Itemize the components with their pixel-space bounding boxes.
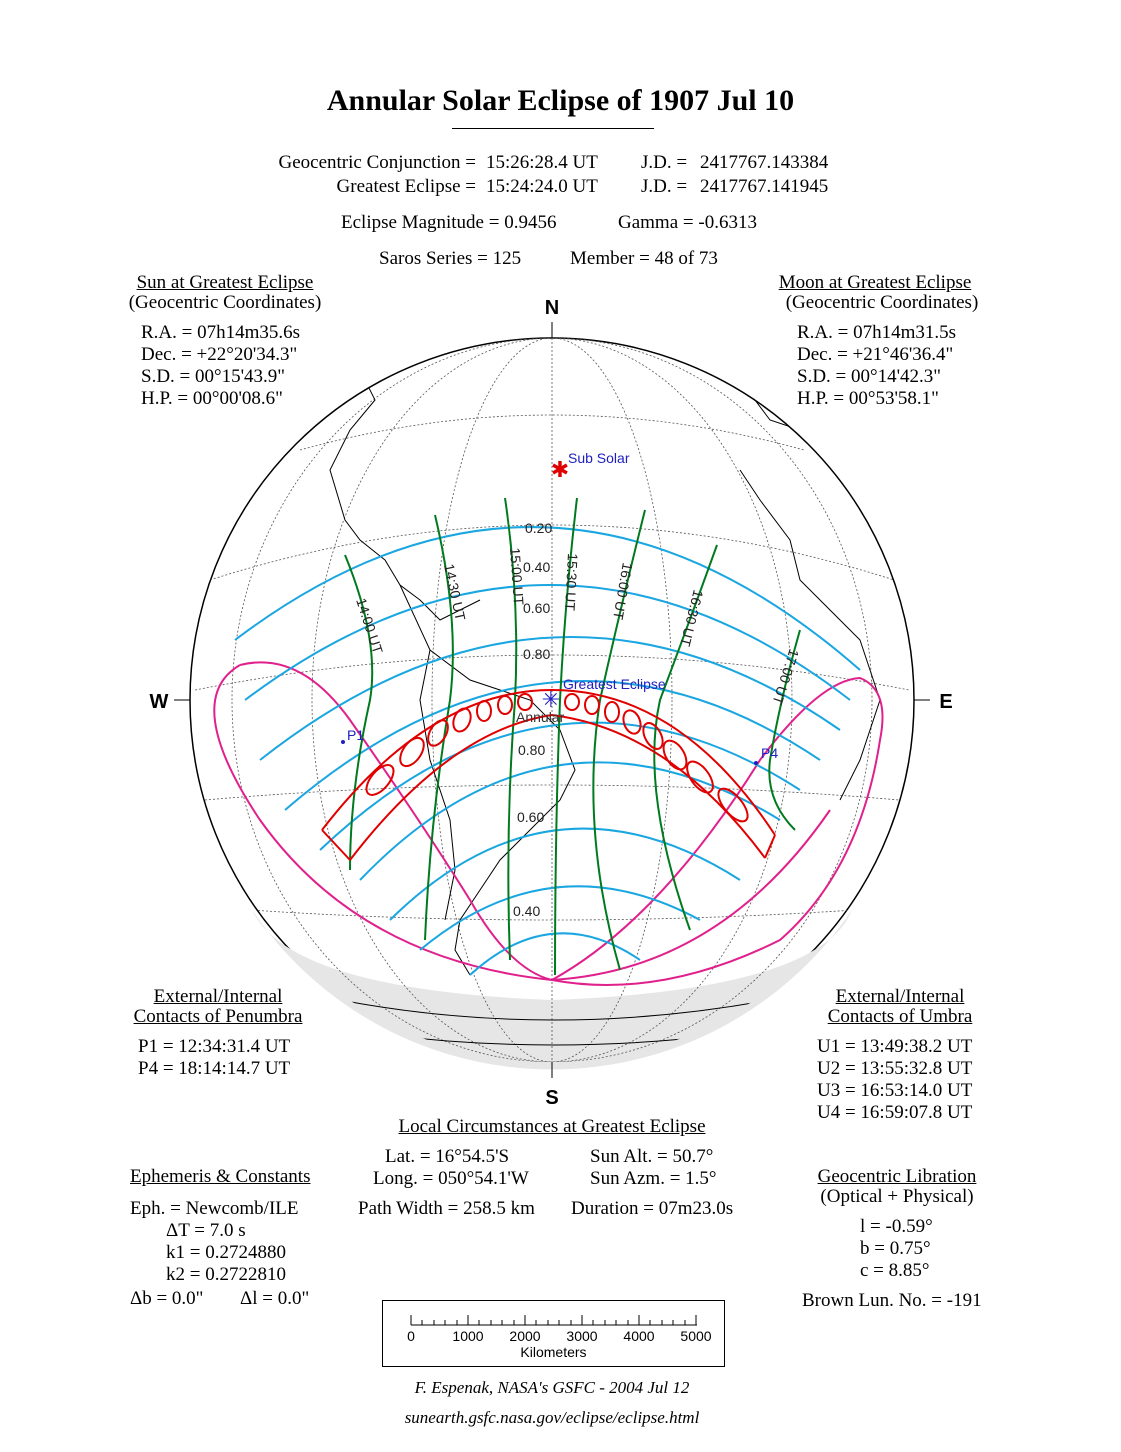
- moon-sd: S.D. = 00°14'42.3": [797, 366, 942, 387]
- umbra-u4: U4 = 16:59:07.8 UT: [817, 1102, 973, 1123]
- p4-marker: [754, 761, 758, 765]
- ephemeris-delta-l: Δl = 0.0": [240, 1288, 310, 1309]
- time-label: 17:00 UT: [769, 647, 803, 707]
- gamma: Gamma = -0.6313: [618, 212, 757, 233]
- p4-label: P4: [761, 745, 779, 761]
- scale-label: 4000: [623, 1328, 655, 1344]
- annular-label: Annular: [516, 709, 565, 725]
- greatest-jd: 2417767.141945: [700, 176, 829, 197]
- time-label: 16:00 UT: [610, 561, 636, 621]
- magnitude-label: 0.60: [523, 600, 551, 616]
- local-duration: Duration = 07m23.0s: [571, 1198, 734, 1219]
- sun-ra: R.A. = 07h14m35.6s: [141, 322, 301, 343]
- conjunction-time: 15:26:28.4 UT: [486, 152, 598, 173]
- time-label: 15:00 UT: [507, 547, 527, 606]
- ephemeris-delta-b: Δb = 0.0": [130, 1288, 204, 1309]
- sun-subheading: (Geocentric Coordinates): [128, 292, 322, 313]
- scale-label: 0: [407, 1328, 415, 1344]
- conjunction-label: Geocentric Conjunction =: [278, 152, 476, 173]
- ephemeris-k2: k2 = 0.2722810: [166, 1264, 286, 1285]
- moon-heading: Moon at Greatest Eclipse: [778, 272, 972, 293]
- local-sun-azm: Sun Azm. = 1.5°: [590, 1168, 717, 1189]
- conjunction-jd-label: J.D. =: [641, 152, 688, 173]
- penumbra-heading-1: External/Internal: [153, 986, 283, 1007]
- libration-l: l = -0.59°: [860, 1216, 933, 1237]
- eclipse-magnitude: Eclipse Magnitude = 0.9456: [341, 212, 557, 233]
- time-label: 14:00 UT: [353, 595, 387, 656]
- moon-dec: Dec. = +21°46'36.4": [797, 344, 954, 365]
- local-long: Long. = 050°54.1'W: [373, 1168, 529, 1189]
- sun-sd: S.D. = 00°15'43.9": [141, 366, 286, 387]
- ephemeris-eph: Eph. = Newcomb/ILE: [130, 1198, 299, 1219]
- local-lat: Lat. = 16°54.5'S: [385, 1146, 510, 1167]
- umbra-u2: U2 = 13:55:32.8 UT: [817, 1058, 973, 1079]
- umbra-heading-1: External/Internal: [835, 986, 965, 1007]
- magnitude-label: 0.40: [513, 903, 541, 919]
- south-label: S: [545, 1087, 559, 1109]
- magnitude-label: 0.60: [517, 809, 545, 825]
- magnitude-label: 0.20: [525, 520, 553, 536]
- greatest-jd-label: J.D. =: [641, 176, 688, 197]
- libration-b: b = 0.75°: [860, 1238, 931, 1259]
- page-title: Annular Solar Eclipse of 1907 Jul 10: [326, 84, 795, 117]
- sun-heading: Sun at Greatest Eclipse: [136, 272, 314, 293]
- greatest-eclipse-marker: ✳: [541, 687, 561, 712]
- umbra-u1: U1 = 13:49:38.2 UT: [817, 1036, 973, 1057]
- libration-heading: Geocentric Libration: [817, 1166, 977, 1187]
- penumbra-p4: P4 = 18:14:14.7 UT: [138, 1058, 291, 1079]
- umbra-heading-2: Contacts of Umbra: [827, 1006, 973, 1027]
- moon-hp: H.P. = 00°53'58.1": [797, 388, 939, 409]
- greatest-eclipse-label: Greatest Eclipse: [563, 676, 666, 692]
- p1-label: P1: [347, 727, 365, 743]
- time-label: 15:30 UT: [561, 552, 581, 612]
- credit: F. Espenak, NASA's GSFC - 2004 Jul 12: [414, 1378, 690, 1397]
- moon-ra: R.A. = 07h14m31.5s: [797, 322, 957, 343]
- sub-solar-marker: ✱: [550, 457, 570, 482]
- saros-series: Saros Series = 125: [379, 248, 522, 269]
- url-link[interactable]: sunearth.gsfc.nasa.gov/eclipse/eclipse.html: [404, 1408, 700, 1427]
- magnitude-label: 0.80: [518, 742, 546, 758]
- conjunction-jd: 2417767.143384: [700, 152, 829, 173]
- north-label: N: [544, 297, 560, 319]
- scale-label: 5000: [680, 1328, 712, 1344]
- scale-box: [382, 1300, 725, 1367]
- p1-marker: [341, 740, 345, 744]
- scale-unit: Kilometers: [520, 1344, 587, 1360]
- libration-brown: Brown Lun. No. = -191: [802, 1290, 982, 1311]
- moon-subheading: (Geocentric Coordinates): [785, 292, 979, 313]
- time-label: 16:30 UT: [677, 588, 707, 649]
- greatest-label: Greatest Eclipse =: [336, 176, 476, 197]
- scale-label: 2000: [509, 1328, 541, 1344]
- saros-member: Member = 48 of 73: [570, 248, 718, 269]
- ephemeris-k1: k1 = 0.2724880: [166, 1242, 286, 1263]
- penumbra-p1: P1 = 12:34:31.4 UT: [138, 1036, 291, 1057]
- ephemeris-heading: Ephemeris & Constants: [130, 1166, 311, 1187]
- east-label: E: [939, 691, 953, 713]
- scale-label: 1000: [452, 1328, 484, 1344]
- scale-ticks: [411, 1315, 697, 1325]
- local-sun-alt: Sun Alt. = 50.7°: [590, 1146, 714, 1167]
- umbra-u3: U3 = 16:53:14.0 UT: [817, 1080, 973, 1101]
- sun-dec: Dec. = +22°20'34.3": [141, 344, 298, 365]
- scale-label: 3000: [566, 1328, 598, 1344]
- libration-c: c = 8.85°: [860, 1260, 930, 1281]
- scale-bar: [383, 1301, 724, 1341]
- magnitude-label: 0.80: [523, 646, 551, 662]
- local-path-width: Path Width = 258.5 km: [358, 1198, 535, 1219]
- magnitude-label: 0.40: [523, 559, 551, 575]
- time-label: 14:30 UT: [441, 562, 469, 622]
- local-heading: Local Circumstances at Greatest Eclipse: [398, 1116, 706, 1137]
- greatest-time: 15:24:24.0 UT: [486, 176, 598, 197]
- libration-subheading: (Optical + Physical): [820, 1186, 974, 1207]
- ephemeris-delta-t: ΔT = 7.0 s: [166, 1220, 246, 1241]
- west-label: W: [149, 691, 169, 713]
- sun-hp: H.P. = 00°00'08.6": [141, 388, 283, 409]
- sub-solar-label: Sub Solar: [568, 450, 630, 466]
- penumbra-heading-2: Contacts of Penumbra: [133, 1006, 303, 1027]
